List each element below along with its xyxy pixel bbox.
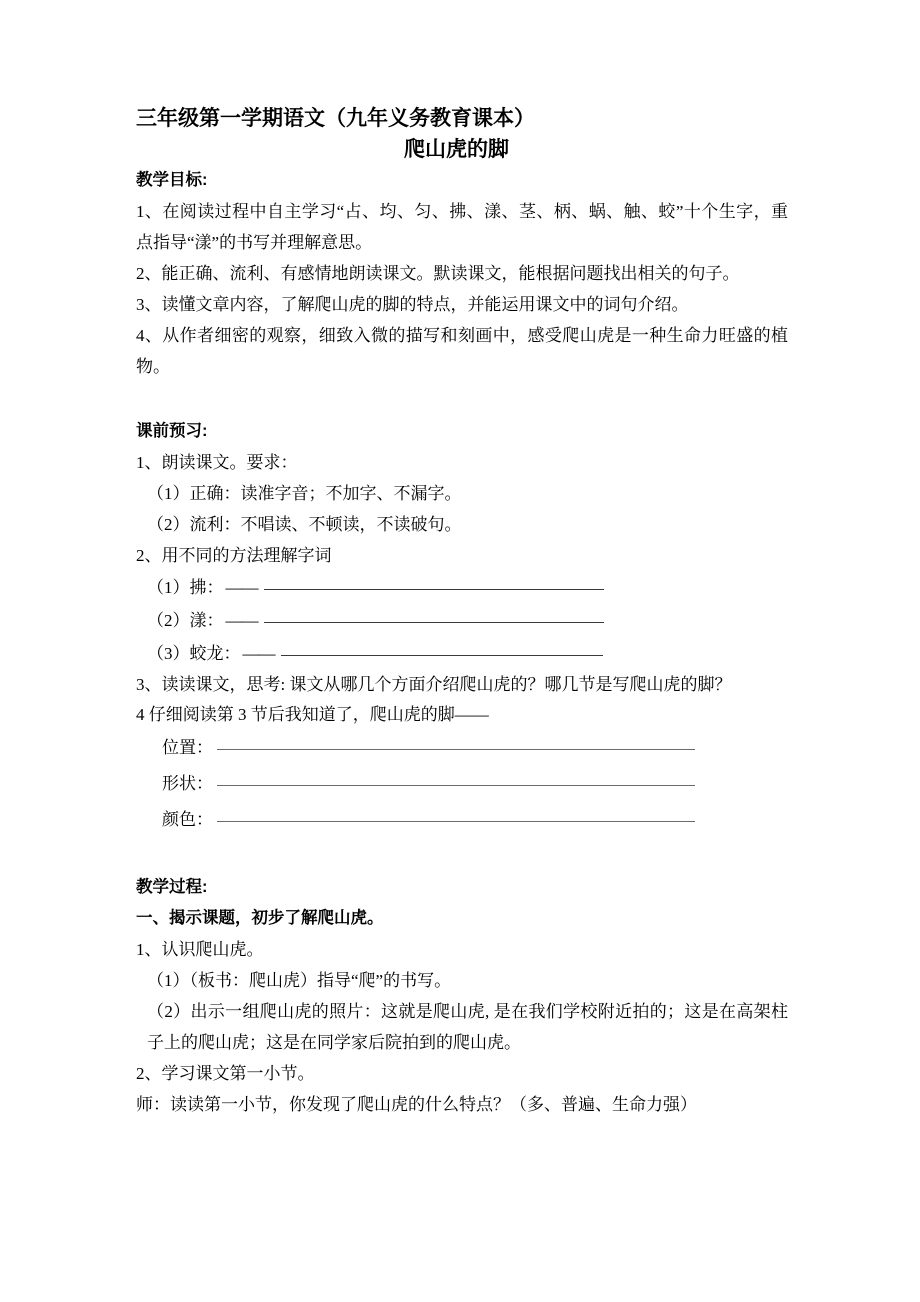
feature-blank-label-position: 位置： xyxy=(162,738,213,757)
preview-item-2: 2、用不同的方法理解字词 xyxy=(136,546,332,565)
preview-heading: 课前预习: xyxy=(136,422,208,440)
em-dash-3: —— xyxy=(242,644,275,663)
feature-blank-row-position xyxy=(136,730,788,766)
process-section-1-heading: 一、揭示课题，初步了解爬山虎。 xyxy=(136,909,384,927)
feature-blank-row-color xyxy=(136,802,788,838)
process-heading: 教学过程: xyxy=(136,878,208,896)
process-item-1-sub-1: （1）（板书：爬山虎）指导“爬”的书写。 xyxy=(147,971,452,990)
preview-item-1: 1、朗读课文。要求： xyxy=(136,453,298,472)
preview-item-3: 3、读读课文，思考: 课文从哪几个方面介绍爬山虎的？哪几节是写爬山虎的脚？ xyxy=(136,675,732,694)
word-blank-line-1[interactable] xyxy=(264,589,604,590)
process-item-1-sub-2: （2）出示一组爬山虎的照片：这就是爬山虎, 是在我们学校附近拍的；这是在高架柱子上的爬山虎；这是在同学家后院拍到的爬山虎。 xyxy=(147,1002,788,1052)
spacer xyxy=(136,838,788,872)
preview-item-1-sub-1: （1）正确：读准字音；不加字、不漏字。 xyxy=(147,484,462,503)
word-blank-row-3 xyxy=(136,637,788,670)
preview-item-4: 4 仔细阅读第 3 节后我知道了，爬山虎的脚—— xyxy=(136,705,489,724)
feature-blank-line-shape[interactable] xyxy=(217,785,695,786)
word-blank-line-2[interactable] xyxy=(264,622,604,623)
document-content xyxy=(136,104,788,1120)
feature-blank-label-color: 颜色： xyxy=(162,810,213,829)
feature-blank-row-shape xyxy=(136,766,788,802)
word-blank-label-1: （1）拂： xyxy=(147,578,224,597)
objective-item-1: 1、在阅读过程中自主学习“占、均、匀、拂、漾、茎、柄、蜗、触、蛟”十个生字，重点指导“漾”的书写并理解意思。 xyxy=(136,202,788,252)
word-blank-label-2: （2）漾： xyxy=(147,611,224,630)
em-dash-2: —— xyxy=(225,611,258,630)
objectives-heading: 教学目标: xyxy=(136,171,208,189)
feature-blank-line-position[interactable] xyxy=(217,749,695,750)
spacer xyxy=(136,382,788,416)
word-blank-label-3: （3）蛟龙： xyxy=(147,644,241,663)
process-item-1: 1、认识爬山虎。 xyxy=(136,940,264,959)
process-item-2: 2、学习课文第一小节。 xyxy=(136,1064,315,1083)
feature-blank-label-shape: 形状： xyxy=(162,774,213,793)
objective-item-3: 3、读懂文章内容，了解爬山虎的脚的特点，并能运用课文中的词句介绍。 xyxy=(136,295,689,314)
feature-blank-line-color[interactable] xyxy=(217,821,695,822)
objective-item-2: 2、能正确、流利、有感情地朗读课文。默读课文，能根据问题找出相关的句子。 xyxy=(136,264,740,283)
objective-item-4: 4、从作者细密的观察，细致入微的描写和刻画中，感受爬山虎是一种生命力旺盛的植物。 xyxy=(136,326,788,376)
em-dash-1: —— xyxy=(225,578,258,597)
document-title: 三年级第一学期语文（九年义务教育课本） xyxy=(136,107,535,130)
preview-item-1-sub-2: （2）流利：不唱读、不顿读，不读破句。 xyxy=(147,515,462,534)
document-subtitle: 爬山虎的脚 xyxy=(404,138,509,161)
word-blank-row-1 xyxy=(136,571,788,604)
word-blank-row-2 xyxy=(136,604,788,637)
process-item-2-teacher-line: 师：读读第一小节，你发现了爬山虎的什么特点？（多、普遍、生命力强） xyxy=(136,1095,697,1114)
word-blank-line-3[interactable] xyxy=(281,655,603,656)
